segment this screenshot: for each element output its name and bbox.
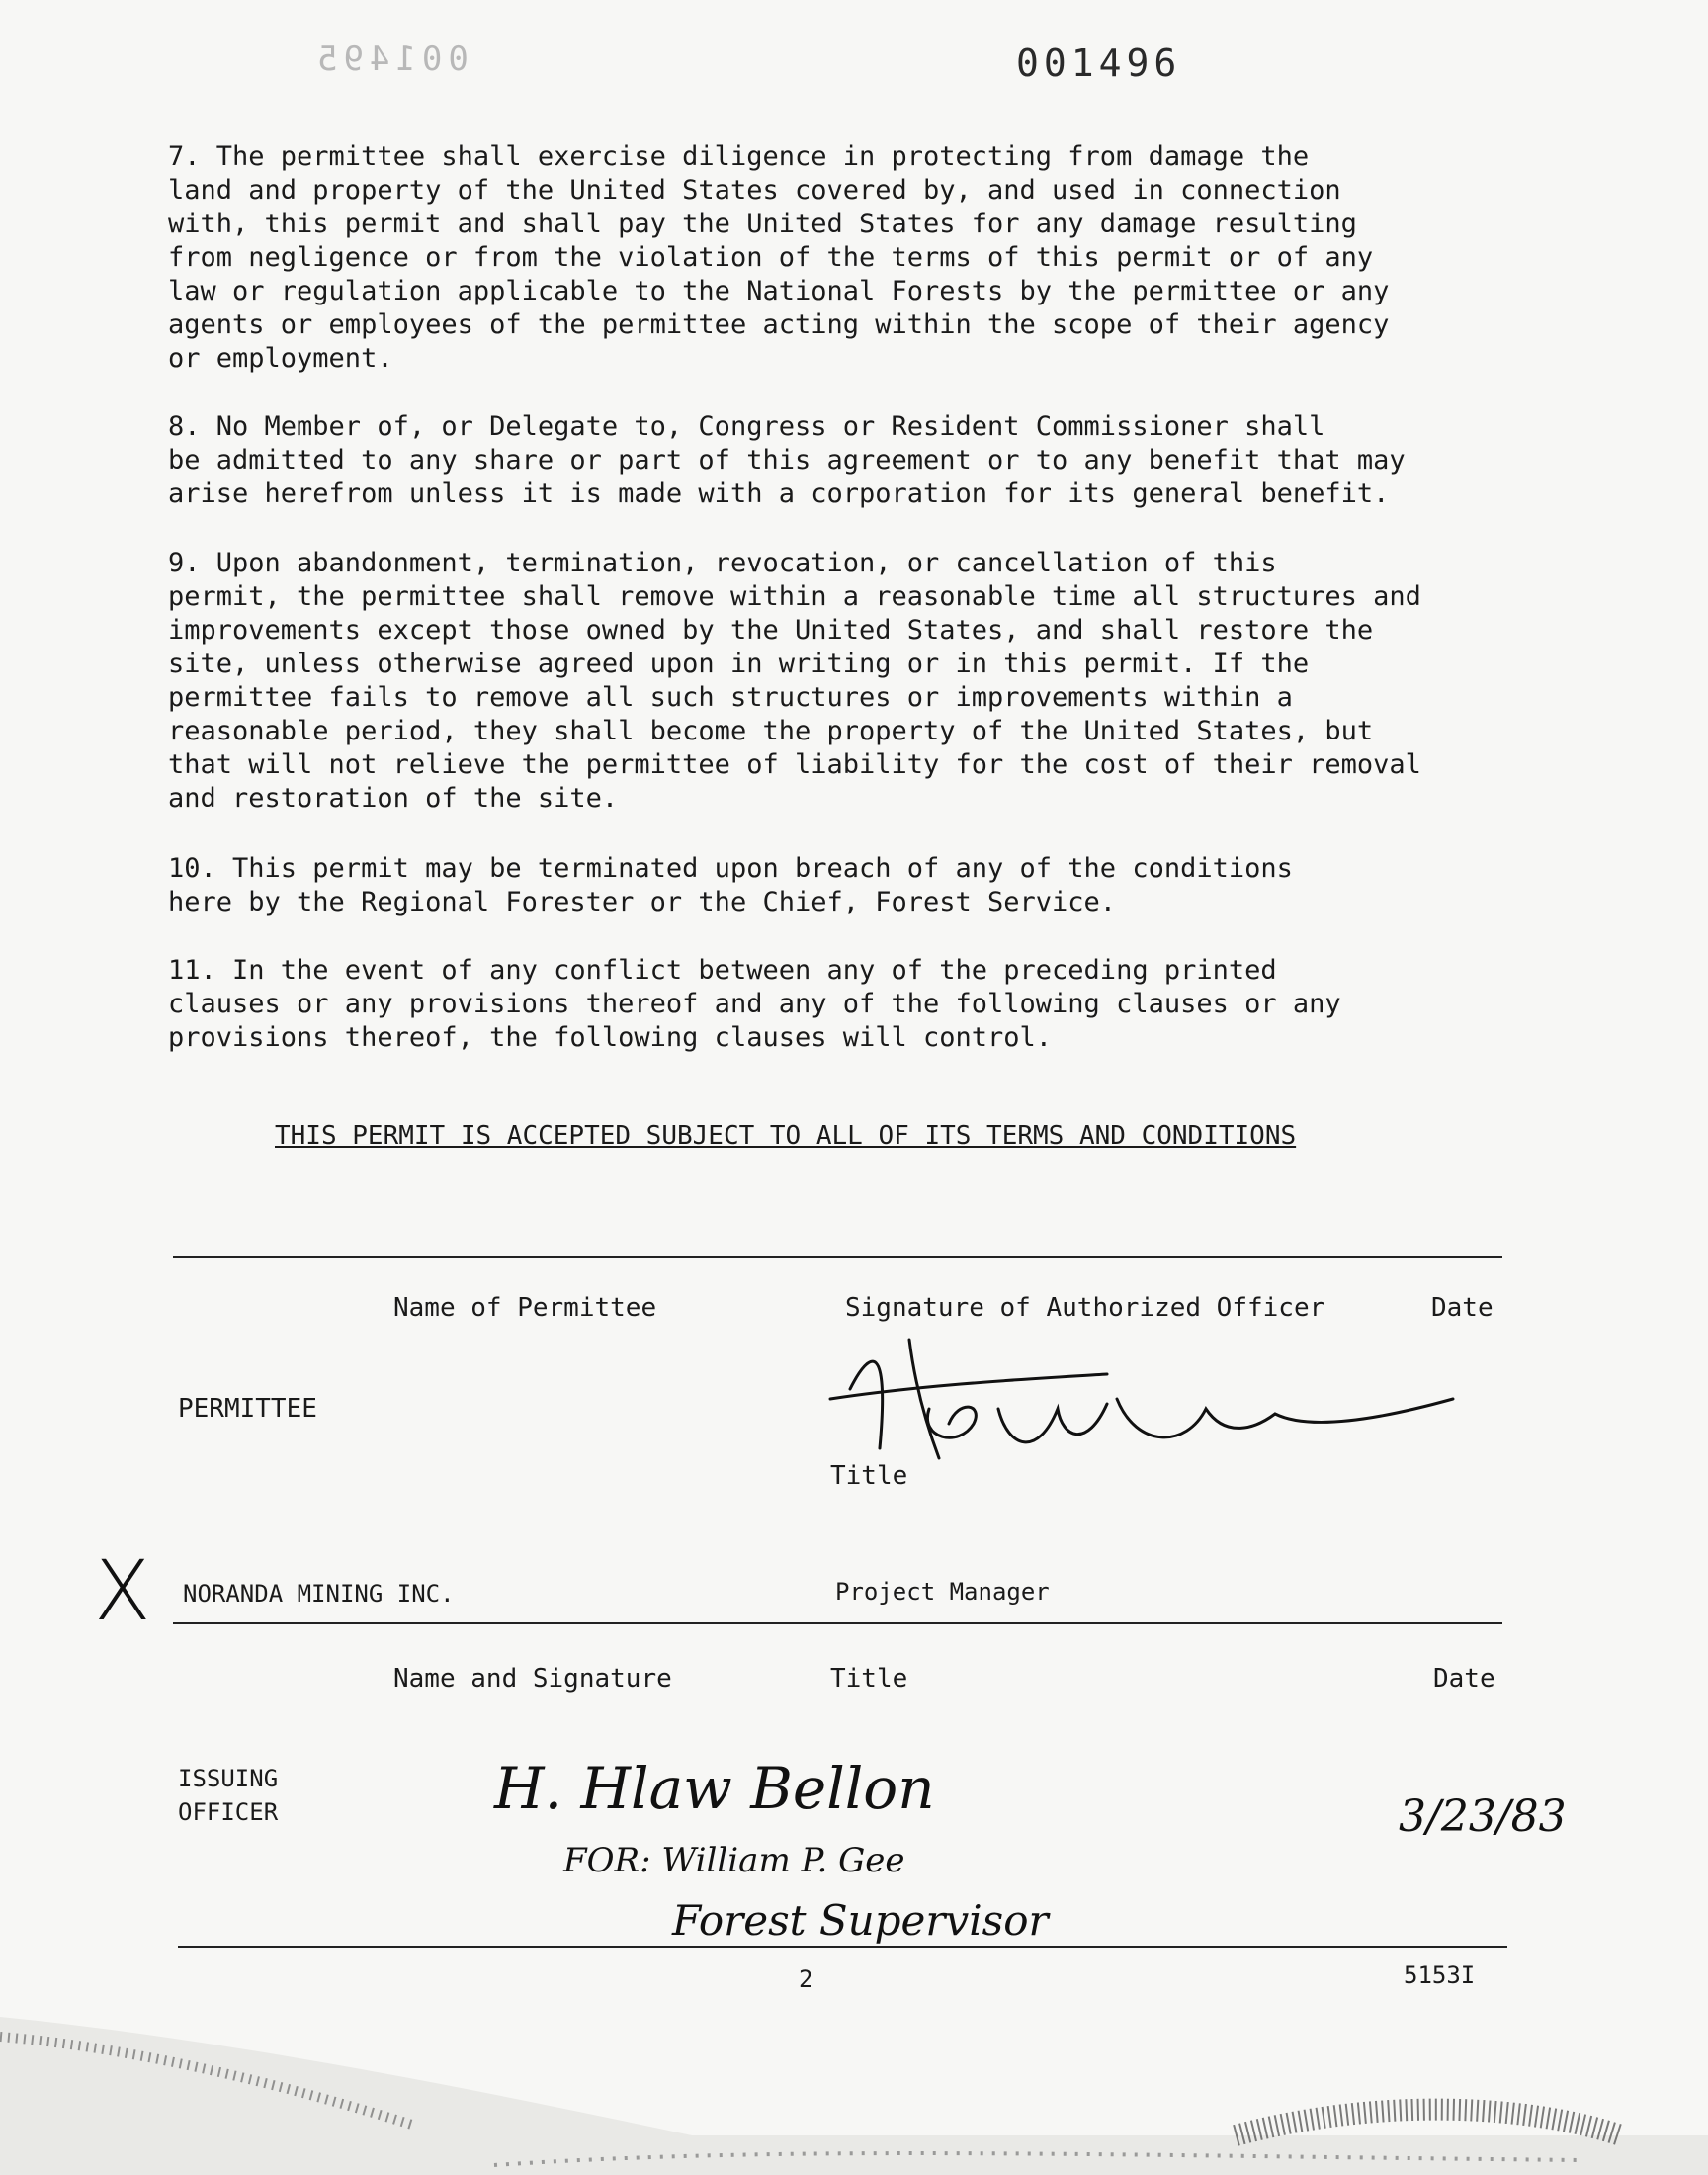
issuing-date-label: Date xyxy=(1433,1664,1495,1694)
permittee-title-label: Title xyxy=(830,1461,908,1491)
issuing-signature: H. Hlaw Bellon xyxy=(494,1755,935,1822)
for-line: FOR: William P. Gee xyxy=(563,1841,905,1880)
issuing-bottom-line xyxy=(178,1946,1507,1948)
name-and-signature-label: Name and Signature xyxy=(393,1664,672,1694)
signature-authorized-officer-label: Signature of Authorized Officer xyxy=(845,1293,1325,1323)
clause-7-text: 7. The permittee shall exercise diligence in protecting from damage the land and property of the United States covered by, and used in connection with, this permit and shall pay the United States for any damage resulting from negligence or from the violation of the terms of this permit or of any law or regulation applicable to the National Forests by the permittee or any agents or employees of the permittee acting within the scope of their agency or employment. xyxy=(168,141,1390,374)
clause-10 xyxy=(168,852,1493,919)
issuing-date: 3/23/83 xyxy=(1399,1791,1567,1842)
form-code: 5153I xyxy=(1404,1961,1476,1989)
clause-8-text: 8. No Member of, or Delegate to, Congress or Resident Commissioner shall be admitted to any share or part of this agreement or to any benefit that may arise herefrom unless it is made with a corporation for its general benefit. xyxy=(168,411,1406,509)
handwritten-title: Forest Supervisor xyxy=(672,1896,1049,1945)
clause-11-text: 11. In the event of any conflict between any of the preceding printed clauses or any provisions thereof and any of the following clauses or any provisions thereof, the following clauses will control. xyxy=(168,955,1341,1053)
clause-10-text: 10. This permit may be terminated upon breach of any of the conditions here by the Regional Forester or the Chief, Forest Service. xyxy=(168,853,1293,917)
document-number: 001496 xyxy=(1016,42,1182,85)
x-mark: X xyxy=(94,1542,151,1639)
issuing-top-line xyxy=(173,1622,1502,1624)
clause-9-text: 9. Upon abandonment, termination, revocation, or cancellation of this permit, the permittee shall remove within a reasonable time all structures and improvements except those owned by the United States, and shall restore the site, unless otherwise agreed upon in writing or in this permit. If the permittee fails to remove all such structures or improvements within a reasonable period, they shall become the property of the United States, but that will not relieve the permittee of liability for the cost of their removal and restoration of the site. xyxy=(168,548,1421,814)
issuing-label-line1: ISSUING xyxy=(178,1765,279,1792)
officer-title: Project Manager xyxy=(835,1578,1050,1606)
clause-9 xyxy=(168,547,1493,816)
page-number: 2 xyxy=(799,1965,813,1993)
name-of-permittee-label: Name of Permittee xyxy=(393,1293,657,1323)
bleed-through-number: 001495 xyxy=(311,40,469,79)
clause-8 xyxy=(168,410,1493,511)
scan-edge-noise xyxy=(0,2017,1708,2175)
permittee-side-label: PERMITTEE xyxy=(178,1394,317,1424)
clause-7 xyxy=(168,140,1493,376)
clause-11 xyxy=(168,954,1493,1055)
permittee-signature-line xyxy=(173,1256,1502,1258)
issuing-officer-label xyxy=(178,1762,278,1829)
permittee-date-label: Date xyxy=(1431,1293,1494,1323)
permittee-signature-scribble xyxy=(811,1330,1483,1478)
issuing-title-label: Title xyxy=(830,1664,908,1694)
company-name: NORANDA MINING INC. xyxy=(183,1580,455,1608)
issuing-label-line2: OFFICER xyxy=(178,1798,279,1826)
acceptance-heading: THIS PERMIT IS ACCEPTED SUBJECT TO ALL OF ITS TERMS AND CONDITIONS xyxy=(275,1121,1297,1151)
